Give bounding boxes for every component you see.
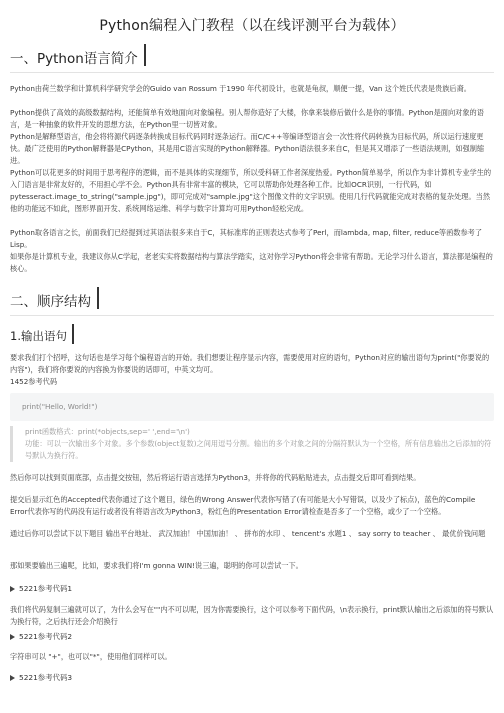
heading-cursor-bar	[97, 287, 99, 309]
blockquote	[10, 426, 494, 462]
collapsible-label: 5221参考代码2	[19, 632, 73, 641]
quote-line: 功能：可以一次输出多个对象。多个参数(object复数)之间用逗号分割。输出的多个对象之间的分隔符默认为一个空格，所有信息输出之后添加的符号默认为换行符。	[25, 439, 492, 460]
quote-line: print函数格式：print(*objects,sep=' ',end='\n')	[25, 427, 190, 436]
section-heading-intro	[10, 47, 142, 67]
paragraph: 如果你是计算机专业，我建议你从C学起，老老实实将数据结构与算法学踏实，这对你学习Python将会非常有帮助。无论学习什么语言，算法都是编程的核心。	[10, 252, 493, 273]
ref-code-label: 1452参考代码	[10, 377, 58, 386]
expand-triangle-icon	[10, 586, 15, 592]
paragraph: 字符串可以 "+"，也可以"*"，使用他们同样可以。	[10, 652, 172, 661]
collapsible-label: 5221参考代码1	[19, 584, 73, 593]
paragraph: 那如果要输出三遍呢，比如，要求我们将I'm gonna WIN!说三遍，聪明的你可以尝试一下。	[10, 561, 303, 570]
paragraph: Python可以花更多的时间用于思考程序的逻辑，而不是具体的实现细节，所以受科研工作者深度热爱。Python简单易学，所以作为非计算机专业学生的入门语言是非常友好的，不用担心学不会。Python具有非常丰富的模块，它可以帮助你处理各种工作。比如OCR识别，一行代码，如pytesseract.image_to_string("sample.jpg")，即可完成对"sample.jpg"这个图像文件的文字识别。使用几行代码就能完成对表格的复杂处理。当然他的功能远不如此，图形界面开发、系统网络运维、科学与数字计算均可用Python轻松完成。	[10, 168, 492, 213]
paragraph: 要求我们打个招呼，这句话也是学习每个编程语言的开始。我们想要让程序显示内容，需要使用对应的语句，Python对应的输出语句为print("你要说的内容")，我们将你要说的内容换为你要说的话即可，中英文均可。	[10, 353, 490, 374]
section-heading-sequential	[10, 290, 95, 310]
paragraph: Python是解释型语言，他会将将源代码逐条转换成目标代码同时逐条运行。而C/C++等编译型语言会一次性将代码转换为目标代码，所以运行速度更快。最广泛使用的Python解释器是CPython，其是用C语言实现的Python解释器。Python语法很多来自C，但是其又增添了一些语法规则，如强制缩进。	[10, 132, 485, 165]
heading-cursor-bar	[144, 44, 146, 66]
paragraph: 我们将代码复制三遍就可以了，为什么会写在""内不可以呢，因为你需要换行，这个可以参考下面代码，\n表示换行，print默认输出之后添加的符号默认为换行符，之后执行还会介绍换行	[10, 605, 494, 626]
paragraph: 提交后显示红色的Accepted代表你通过了这个题目，绿色的Wrong Answer代表你写错了(有可能是大小写错误，以及少了标点)，蓝色的Compile Error代表你写的代码没有运行或者没有将语言改为Python3，粉红色的Presentation Error请检查是否多了一个空格，或少了一个空格。	[10, 495, 476, 516]
paragraph: 然后你可以找到页面底部，点击提交按钮，然后将运行语言选择为Python3，并将你的代码粘贴进去，点击提交后即可看到结果。	[10, 473, 421, 482]
section-heading-text: 一、Python语言简介	[10, 51, 138, 67]
paragraph: 通过后你可以尝试下以下题目 输出平台地址、 武汉加油！ 中国加油！ 、 拼布的水印 、 tencent's 水题1 、 say sorry to teacher 、 最优价钱问题	[10, 529, 486, 538]
section-divider	[10, 315, 494, 316]
paragraph: Python由荷兰数学和计算机科学研究学会的Guido van Rossum 于1990 年代初设计，也就是龟叔，顺便一提，Van 这个姓氏代表是贵族后裔。	[10, 84, 471, 93]
section-divider	[10, 72, 494, 73]
collapsible-label: 5221参考代码3	[19, 673, 73, 682]
collapsible-code-3[interactable]	[10, 672, 72, 683]
heading-cursor-bar	[72, 324, 74, 344]
paragraph: Python提供了高效的高级数据结构，还能简单有效地面向对象编程。别人帮你造好了大楼，你拿来装修后做什么是你的事情。Python是面向对象的语言，是一种抽象的软件开发的思想方法，在Python里一切皆对象。	[10, 108, 484, 129]
section-heading-text: 二、顺序结构	[10, 294, 91, 310]
document-title: Python编程入门教程（以在线评测平台为载体）	[99, 18, 405, 34]
collapsible-code-1[interactable]	[10, 583, 72, 594]
collapsible-code-2[interactable]	[10, 631, 72, 642]
subsection-heading-output	[10, 328, 67, 344]
paragraph: Python取各语言之长，前面我们已经提到过其语法很多来自于C，其标准库的正则表达式参考了Perl，而lambda, map, filter, reduce等函数参考了Lisp。	[10, 228, 483, 249]
expand-triangle-icon	[10, 634, 15, 640]
subsection-heading-text: 1.输出语句	[10, 329, 67, 343]
code-block	[10, 393, 494, 421]
code-text: print("Hello, World!")	[22, 402, 98, 411]
expand-triangle-icon	[10, 675, 15, 681]
